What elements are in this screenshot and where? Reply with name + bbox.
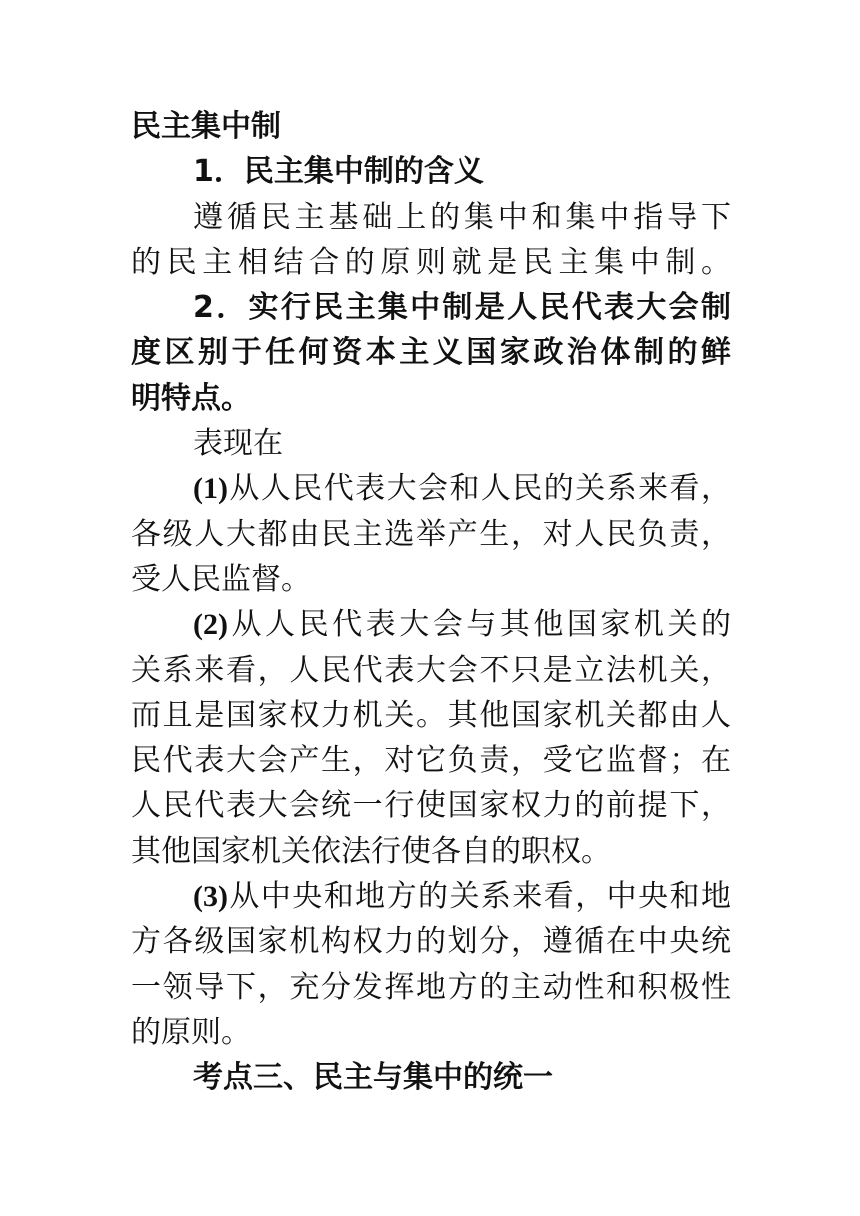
point3-line-2: 方各级国家机构权力的划分，遵循在中央统: [131, 924, 731, 960]
section-title: 民主集中制: [131, 109, 281, 144]
point2-line-5: 人民代表大会统一行使国家权力的前提下，: [131, 788, 731, 824]
point2-line-4: 民代表大会产生，对它负责，受它监督；在: [131, 743, 731, 779]
item1-line-1: 遵循民主基础上的集中和集中指导下: [193, 199, 731, 235]
point1-line-2: 各级人大都由民主选举产生，对人民负责，: [131, 516, 731, 552]
next-section-heading: 考点三、民主与集中的统一: [193, 1060, 553, 1096]
item1-line-2: 的民主相结合的原则就是民主集中制。: [131, 244, 731, 280]
point2-marker: (2): [193, 608, 228, 642]
point2-line-1: [131, 602, 731, 647]
item2-heading-line-2: 度区别于任何资本主义国家政治体制的鲜: [131, 335, 731, 371]
point2-text-1: 从人民代表大会与其他国家机关的: [227, 607, 731, 643]
point3-marker: (3): [193, 880, 228, 914]
item1-heading: 1．民主集中制的含义: [193, 154, 484, 190]
point2-line-2: 关系来看，人民代表大会不只是立法机关，: [131, 652, 731, 688]
point2-line-3: 而且是国家权力机关。其他国家机关都由人: [131, 697, 731, 733]
point3-line-3: 一领导下，充分发挥地方的主动性和积极性: [131, 969, 731, 1005]
item2-heading-line-3: 明特点。: [131, 380, 251, 416]
point2-line-6: 其他国家机关依法行使各自的职权。: [131, 833, 611, 869]
item2-intro: 表现在: [193, 426, 283, 462]
point3-line-4: 的原则。: [131, 1014, 251, 1050]
point1-marker: (1): [193, 472, 228, 506]
document-page: [131, 104, 731, 1101]
point1-text-1: 从人民代表大会和人民的关系来看，: [227, 471, 731, 507]
point1-line-1: [131, 466, 731, 511]
point1-line-3: 受人民监督。: [131, 561, 311, 597]
point3-line-1: [131, 874, 731, 919]
point3-text-1: 从中央和地方的关系来看，中央和地: [227, 879, 731, 915]
item2-heading-line-1: 2．实行民主集中制是人民代表大会制: [193, 290, 731, 326]
